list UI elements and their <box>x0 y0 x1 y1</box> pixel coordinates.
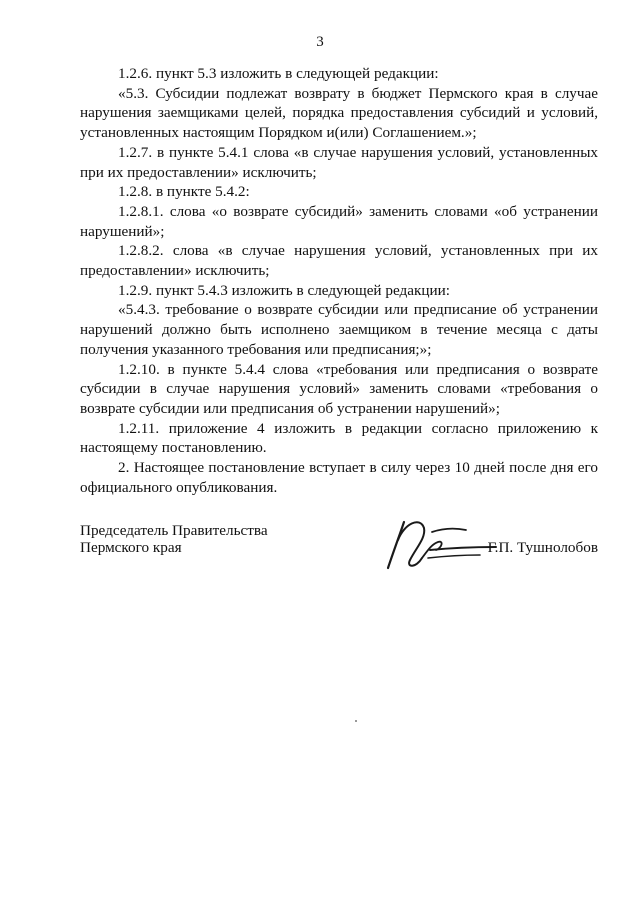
page-number: 3 <box>316 34 324 50</box>
paragraph-1-2-6: 1.2.6. пункт 5.3 изложить в следующей редакции: <box>118 65 439 82</box>
paragraph-1-2-8: 1.2.8. в пункте 5.4.2: <box>118 183 250 201</box>
signer-title-line-1: Председатель Правительства <box>80 522 268 539</box>
paragraph-1-2-11: 1.2.11. приложение 4 изложить в редакции согласно приложению к настоящему постановлению. <box>80 419 598 457</box>
paragraph-1-2-7: 1.2.7. в пункте 5.4.1 слова «в случае нарушения условий, установленных при их предоставлении» исключить; <box>80 143 598 181</box>
paragraph-quote-5-4-3: «5.4.3. требование о возврате субсидии или предписание об устранении нарушений должно быть исполнено заемщиком в течение месяца с даты получения указанного требования или предписания;»; <box>80 301 598 358</box>
signer-title <box>80 522 268 556</box>
paragraph-1-2-8-2: 1.2.8.2. слова «в случае нарушения условий, установленных при их предоставлении» исключить; <box>80 242 598 280</box>
paragraph-2: 2. Настоящее постановление вступает в силу через 10 дней после дня его официального опубликования. <box>80 459 598 496</box>
signer-title-line-2: Пермского края <box>80 539 182 556</box>
handwritten-signature <box>380 514 500 572</box>
document-body <box>80 64 598 497</box>
paragraph-1-2-9: 1.2.9. пункт 5.4.3 изложить в следующей редакции: <box>118 281 450 299</box>
paragraph-1-2-8-1: 1.2.8.1. слова «о возврате субсидий» заменить словами «об устранении нарушений»; <box>80 202 598 240</box>
paragraph-quote-5-3: «5.3. Субсидии подлежат возврату в бюджет Пермского края в случае нарушения заемщиками целей, порядка предоставления субсидий и условий, установленных настоящим Порядком и(или) Соглашением.»; <box>80 84 598 142</box>
signature-block <box>80 522 600 592</box>
scan-speck <box>355 720 357 722</box>
signer-name: Г.П. Тушнолобов <box>487 539 598 556</box>
paragraph-1-2-10: 1.2.10. в пункте 5.4.4 слова «требования или предписания о возврате субсидии в случае нарушения условий» заменить словами «требования о возврате субсидии или предписания об устранении нарушений»; <box>80 360 598 417</box>
